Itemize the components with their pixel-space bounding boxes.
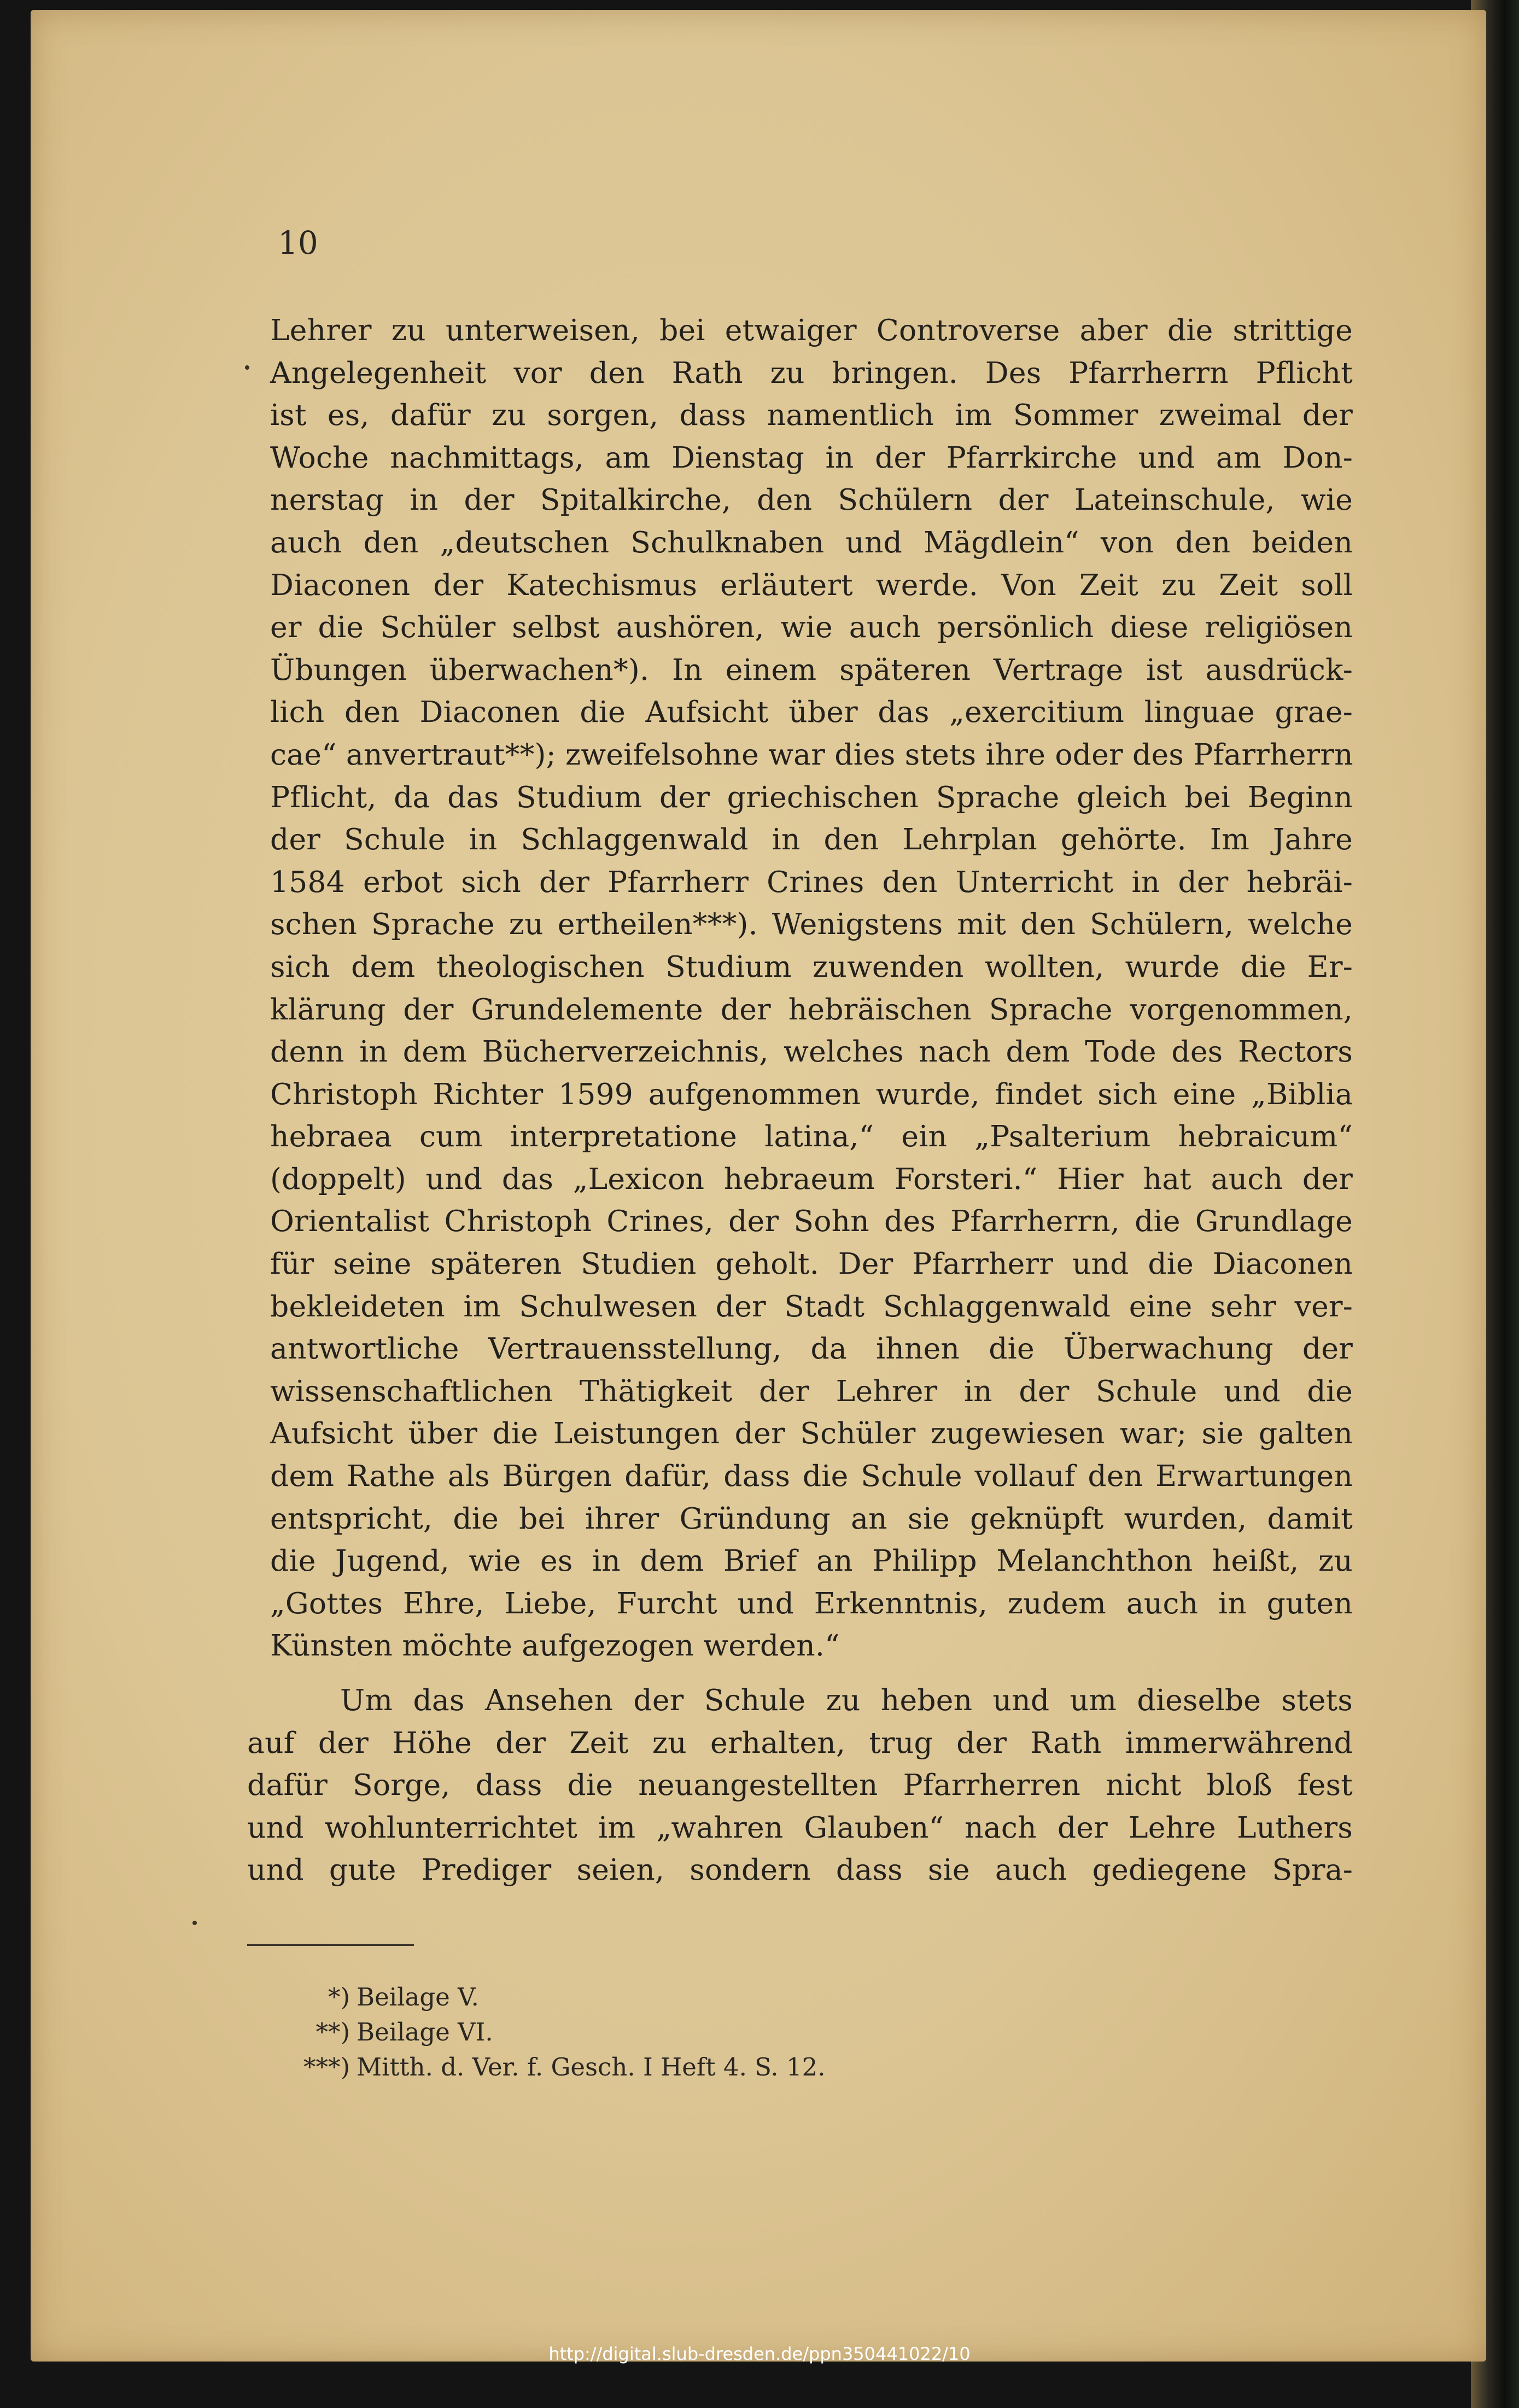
text-line: Diaconen der Katechismus erläutert werde. Von Zeit zu Zeit soll (270, 567, 1353, 602)
text-line: hebraea cum interpretatione latina,“ ein „Psalterium hebraicum“ (270, 1119, 1353, 1154)
text-line: Pflicht, da das Studium der griechischen Sprache gleich bei Beginn (270, 779, 1353, 814)
text-line: „Gottes Ehre, Liebe, Furcht und Erkenntnis, zudem auch in guten (270, 1585, 1353, 1620)
footnote (284, 1980, 826, 2015)
text-line: für seine späteren Studien geholt. Der Pfarrherr und die Diaconen (270, 1246, 1353, 1281)
text-line: und wohlunterrichtet im „wahren Glauben“ nach der Lehre Luthers (247, 1810, 1353, 1845)
text-line: cae“ anvertraut**); zweifelsohne war dies stets ihre oder des Pfarrherrn (270, 737, 1353, 772)
footnote (284, 2050, 826, 2085)
text-line: klärung der Grundelemente der hebräischen Sprache vorgenommen, (270, 992, 1353, 1027)
text-line: dafür Sorge, dass die neuangestellten Pfarrherren nicht bloß fest (247, 1768, 1353, 1803)
text-line: Künsten möchte aufgezogen werden.“ (270, 1628, 840, 1663)
ink-speck (192, 1921, 197, 1925)
footnote-mark: *) (328, 1983, 350, 2011)
text-line: Lehrer zu unterweisen, bei etwaiger Controverse aber die strittige (270, 313, 1353, 347)
ink-speck (245, 365, 249, 370)
text-line: denn in dem Bücherverzeichnis, welches nach dem Tode des Rectors (270, 1034, 1353, 1069)
text-line: schen Sprache zu ertheilen***). Wenigstens mit den Schülern, welche (270, 907, 1353, 942)
footnotes (284, 1980, 826, 2085)
footnote-text: Beilage VI. (357, 2018, 493, 2046)
text-line: der Schule in Schlaggenwald in den Lehrplan gehörte. Im Jahre (270, 822, 1353, 857)
footnote-text: Beilage V. (357, 1983, 479, 2011)
text-line: und gute Prediger seien, sondern dass sie auch gediegene Spra- (247, 1852, 1353, 1887)
paragraph-2 (247, 1679, 1353, 1891)
text-line: auf der Höhe der Zeit zu erhalten, trug der Rath immerwährend (247, 1725, 1353, 1760)
text-line: Um das Ansehen der Schule zu heben und um dieselbe stets (340, 1683, 1353, 1717)
text-line: er die Schüler selbst aushören, wie auch persönlich diese religiösen (270, 610, 1353, 645)
text-line: 1584 erbot sich der Pfarrherr Crines den Unterricht in der hebräi- (270, 864, 1353, 899)
body-text (247, 309, 1353, 1891)
footnote-text: Mitth. d. Ver. f. Gesch. I Heft 4. S. 12. (357, 2053, 826, 2082)
text-line: wissenschaftlichen Thätigkeit der Lehrer in der Schule und die (270, 1373, 1353, 1408)
footnote-mark: **) (316, 2018, 350, 2046)
page-number: 10 (278, 224, 318, 261)
text-line: Christoph Richter 1599 aufgenommen wurde, findet sich eine „Biblia (270, 1076, 1353, 1111)
text-line: auch den „deutschen Schulknaben und Mägdlein“ von den beiden (270, 524, 1353, 559)
text-line: die Jugend, wie es in dem Brief an Philipp Melanchthon heißt, zu (270, 1543, 1353, 1578)
text-line: Angelegenheit vor den Rath zu bringen. Des Pfarrherrn Pflicht (270, 355, 1353, 390)
text-line: Aufsicht über die Leistungen der Schüler zugewiesen war; sie galten (270, 1416, 1353, 1451)
text-line: ist es, dafür zu sorgen, dass namentlich im Sommer zweimal der (270, 398, 1353, 433)
text-line: nerstag in der Spitalkirche, den Schülern der Lateinschule, wie (270, 482, 1353, 517)
text-line: Übungen überwachen*). In einem späteren Vertrage ist ausdrück- (270, 652, 1353, 687)
footnote-mark: ***) (303, 2053, 350, 2082)
text-line: (doppelt) und das „Lexicon hebraeum Forsteri.“ Hier hat auch der (270, 1161, 1353, 1196)
text-line: Woche nachmittags, am Dienstag in der Pfarrkirche und am Don- (270, 440, 1353, 475)
text-line: Orientalist Christoph Crines, der Sohn des Pfarrherrn, die Grundlage (270, 1204, 1353, 1239)
footnote (284, 2015, 826, 2050)
text-line: bekleideten im Schulwesen der Stadt Schlaggenwald eine sehr ver- (270, 1288, 1353, 1323)
text-line: antwortliche Vertrauensstellung, da ihnen die Überwachung der (270, 1331, 1353, 1366)
source-url[interactable]: http://digital.slub-dresden.de/ppn350441022/10 (548, 2343, 971, 2364)
footnote-divider (247, 1944, 414, 1946)
text-line: dem Rathe als Bürgen dafür, dass die Schule vollauf den Erwartungen (270, 1459, 1353, 1494)
text-line: sich dem theologischen Studium zuwenden wollten, wurde die Er- (270, 949, 1353, 984)
text-line: entspricht, die bei ihrer Gründung an sie geknüpft wurden, damit (270, 1501, 1353, 1536)
text-line: lich den Diaconen die Aufsicht über das „exercitium linguae grae- (270, 695, 1353, 730)
paragraph-1 (270, 309, 1353, 1667)
